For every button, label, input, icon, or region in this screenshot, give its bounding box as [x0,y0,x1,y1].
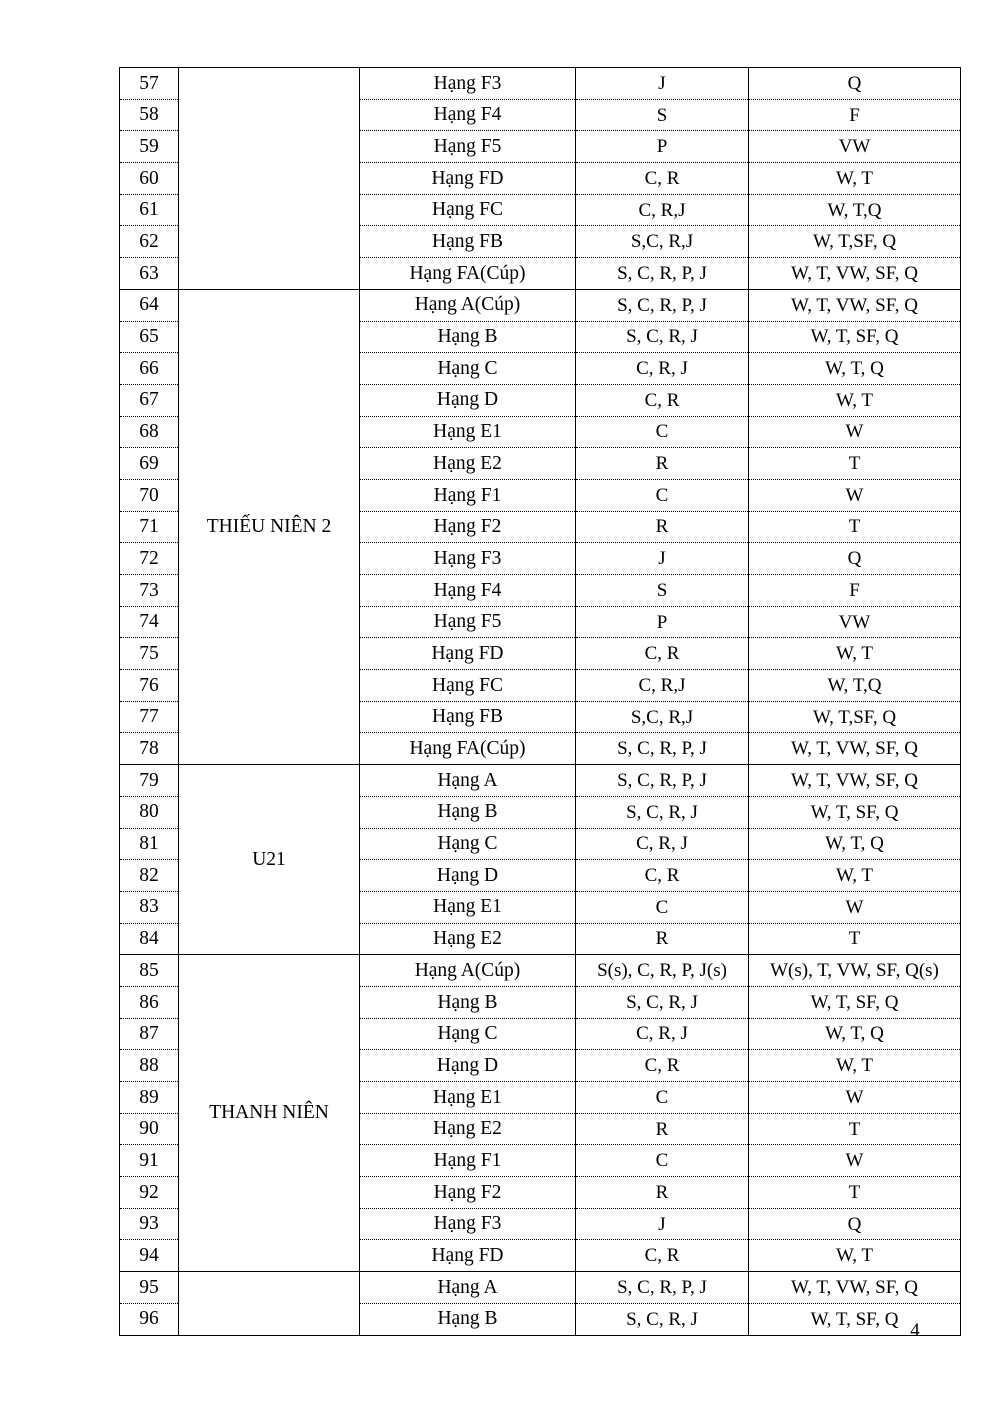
row-number-cell: 81 [120,828,179,860]
dance-codes-cell: C, R, J [576,828,749,860]
dance-results-cell: F [749,99,961,131]
class-cell: Hạng F5 [360,606,576,638]
class-cell: Hạng B [360,1303,576,1335]
dance-results-cell: W [749,479,961,511]
dance-codes-cell: S,C, R,J [576,226,749,258]
row-number-cell: 73 [120,575,179,607]
class-cell: Hạng C [360,1018,576,1050]
class-cell: Hạng A(Cúp) [360,289,576,321]
row-number-cell: 57 [120,68,179,100]
page-number: 4 [910,1320,920,1341]
age-group-cell [179,68,360,290]
dance-results-cell: W [749,1145,961,1177]
dance-results-cell: W [749,416,961,448]
dance-results-cell: W, T, VW, SF, Q [749,1272,961,1304]
dance-results-cell: T [749,1113,961,1145]
row-number-cell: 58 [120,99,179,131]
dance-codes-cell: R [576,923,749,955]
class-cell: Hạng A(Cúp) [360,955,576,987]
class-cell: Hạng F4 [360,575,576,607]
dance-results-cell: W, T [749,638,961,670]
class-cell: Hạng FD [360,1240,576,1272]
dance-codes-cell: C [576,1145,749,1177]
row-number-cell: 62 [120,226,179,258]
dance-codes-cell: R [576,448,749,480]
age-group-cell: THANH NIÊN [179,955,360,1272]
row-number-cell: 66 [120,353,179,385]
row-number-cell: 65 [120,321,179,353]
class-cell: Hạng F2 [360,1177,576,1209]
dance-results-cell: W, T [749,860,961,892]
dance-codes-cell: C, R, J [576,1018,749,1050]
dance-results-cell: W, T [749,384,961,416]
dance-results-cell: W, T, VW, SF, Q [749,289,961,321]
dance-codes-cell: S [576,575,749,607]
dance-codes-cell: S [576,99,749,131]
class-cell: Hạng F2 [360,511,576,543]
row-number-cell: 64 [120,289,179,321]
row-number-cell: 79 [120,765,179,797]
class-cell: Hạng D [360,860,576,892]
dance-results-cell: W, T, SF, Q [749,321,961,353]
class-cell: Hạng F1 [360,1145,576,1177]
dance-results-cell: W [749,1082,961,1114]
dance-results-cell: Q [749,543,961,575]
class-cell: Hạng A [360,1272,576,1304]
class-cell: Hạng B [360,986,576,1018]
dance-codes-cell: C, R [576,384,749,416]
dance-codes-cell: R [576,511,749,543]
class-cell: Hạng E2 [360,923,576,955]
class-cell: Hạng FC [360,670,576,702]
dance-results-cell: W [749,891,961,923]
class-cell: Hạng FA(Cúp) [360,258,576,290]
dance-codes-cell: S, C, R, P, J [576,289,749,321]
class-cell: Hạng FD [360,163,576,195]
dance-codes-cell: R [576,1177,749,1209]
dance-results-cell: W(s), T, VW, SF, Q(s) [749,955,961,987]
dance-results-cell: W, T,Q [749,194,961,226]
dance-codes-cell: S, C, R, P, J [576,258,749,290]
dance-codes-cell: S, C, R, P, J [576,1272,749,1304]
row-number-cell: 61 [120,194,179,226]
dance-results-cell: Q [749,1208,961,1240]
dance-codes-cell: C, R,J [576,194,749,226]
dance-codes-cell: S(s), C, R, P, J(s) [576,955,749,987]
dance-codes-cell: P [576,606,749,638]
row-number-cell: 88 [120,1050,179,1082]
dance-results-cell: W, T [749,1050,961,1082]
dance-codes-cell: C, R [576,860,749,892]
row-number-cell: 84 [120,923,179,955]
dance-results-cell: VW [749,131,961,163]
row-number-cell: 77 [120,701,179,733]
class-cell: Hạng F1 [360,479,576,511]
dance-codes-cell: S,C, R,J [576,701,749,733]
dance-results-cell: T [749,1177,961,1209]
dance-results-cell: W, T, VW, SF, Q [749,733,961,765]
dance-codes-cell: C [576,891,749,923]
dance-codes-cell: C, R,J [576,670,749,702]
row-number-cell: 80 [120,796,179,828]
table-row [120,289,961,321]
class-cell: Hạng B [360,321,576,353]
dance-codes-cell: P [576,131,749,163]
age-group-cell [179,1272,360,1335]
row-number-cell: 59 [120,131,179,163]
row-number-cell: 93 [120,1208,179,1240]
row-number-cell: 83 [120,891,179,923]
class-cell: Hạng E1 [360,1082,576,1114]
dance-codes-cell: C [576,479,749,511]
dance-results-cell: W, T, SF, Q [749,1303,961,1335]
class-cell: Hạng F4 [360,99,576,131]
dance-codes-cell: C, R [576,1240,749,1272]
row-number-cell: 94 [120,1240,179,1272]
row-number-cell: 74 [120,606,179,638]
class-cell: Hạng F3 [360,1208,576,1240]
class-cell: Hạng F5 [360,131,576,163]
dance-codes-cell: J [576,68,749,100]
class-cell: Hạng FB [360,701,576,733]
row-number-cell: 70 [120,479,179,511]
class-cell: Hạng F3 [360,543,576,575]
row-number-cell: 91 [120,1145,179,1177]
dance-codes-cell: S, C, R, J [576,1303,749,1335]
dance-codes-cell: J [576,1208,749,1240]
dance-results-cell: Q [749,68,961,100]
dance-results-cell: W, T, Q [749,828,961,860]
row-number-cell: 95 [120,1272,179,1304]
class-cell: Hạng E1 [360,416,576,448]
dance-results-cell: T [749,511,961,543]
table-row [120,1272,961,1304]
row-number-cell: 67 [120,384,179,416]
dance-codes-cell: C, R, J [576,353,749,385]
row-number-cell: 75 [120,638,179,670]
table-body [120,68,961,1336]
row-number-cell: 90 [120,1113,179,1145]
dance-results-cell: W, T, VW, SF, Q [749,258,961,290]
class-cell: Hạng D [360,384,576,416]
row-number-cell: 68 [120,416,179,448]
class-cell: Hạng B [360,796,576,828]
dance-codes-cell: S, C, R, J [576,321,749,353]
class-cell: Hạng E2 [360,1113,576,1145]
class-cell: Hạng E1 [360,891,576,923]
dance-results-cell: W, T, SF, Q [749,796,961,828]
class-cell: Hạng FA(Cúp) [360,733,576,765]
class-cell: Hạng FB [360,226,576,258]
dance-results-cell: T [749,923,961,955]
class-cell: Hạng C [360,828,576,860]
age-group-cell: THIẾU NIÊN 2 [179,289,360,764]
dance-codes-cell: J [576,543,749,575]
dance-results-cell: F [749,575,961,607]
competition-class-table-container [119,67,960,1336]
dance-results-cell: W, T, Q [749,1018,961,1050]
class-cell: Hạng C [360,353,576,385]
age-group-cell: U21 [179,765,360,955]
class-cell: Hạng FD [360,638,576,670]
row-number-cell: 71 [120,511,179,543]
row-number-cell: 69 [120,448,179,480]
dance-results-cell: W, T [749,163,961,195]
dance-results-cell: VW [749,606,961,638]
row-number-cell: 78 [120,733,179,765]
row-number-cell: 87 [120,1018,179,1050]
dance-codes-cell: C [576,416,749,448]
dance-results-cell: W, T,SF, Q [749,226,961,258]
dance-codes-cell: C [576,1082,749,1114]
dance-results-cell: W, T, SF, Q [749,986,961,1018]
competition-class-table [119,67,961,1336]
class-cell: Hạng D [360,1050,576,1082]
row-number-cell: 96 [120,1303,179,1335]
class-cell: Hạng A [360,765,576,797]
dance-codes-cell: C, R [576,1050,749,1082]
dance-codes-cell: S, C, R, J [576,796,749,828]
row-number-cell: 72 [120,543,179,575]
dance-results-cell: W, T,SF, Q [749,701,961,733]
table-row [120,68,961,100]
row-number-cell: 85 [120,955,179,987]
class-cell: Hạng E2 [360,448,576,480]
row-number-cell: 82 [120,860,179,892]
dance-codes-cell: S, C, R, J [576,986,749,1018]
dance-results-cell: W, T, Q [749,353,961,385]
table-row [120,765,961,797]
dance-results-cell: T [749,448,961,480]
dance-codes-cell: S, C, R, P, J [576,733,749,765]
dance-codes-cell: C, R [576,163,749,195]
dance-codes-cell: R [576,1113,749,1145]
row-number-cell: 76 [120,670,179,702]
dance-results-cell: W, T [749,1240,961,1272]
dance-results-cell: W, T,Q [749,670,961,702]
class-cell: Hạng FC [360,194,576,226]
row-number-cell: 60 [120,163,179,195]
class-cell: Hạng F3 [360,68,576,100]
row-number-cell: 89 [120,1082,179,1114]
row-number-cell: 63 [120,258,179,290]
row-number-cell: 92 [120,1177,179,1209]
dance-codes-cell: S, C, R, P, J [576,765,749,797]
table-row [120,955,961,987]
dance-codes-cell: C, R [576,638,749,670]
row-number-cell: 86 [120,986,179,1018]
dance-results-cell: W, T, VW, SF, Q [749,765,961,797]
